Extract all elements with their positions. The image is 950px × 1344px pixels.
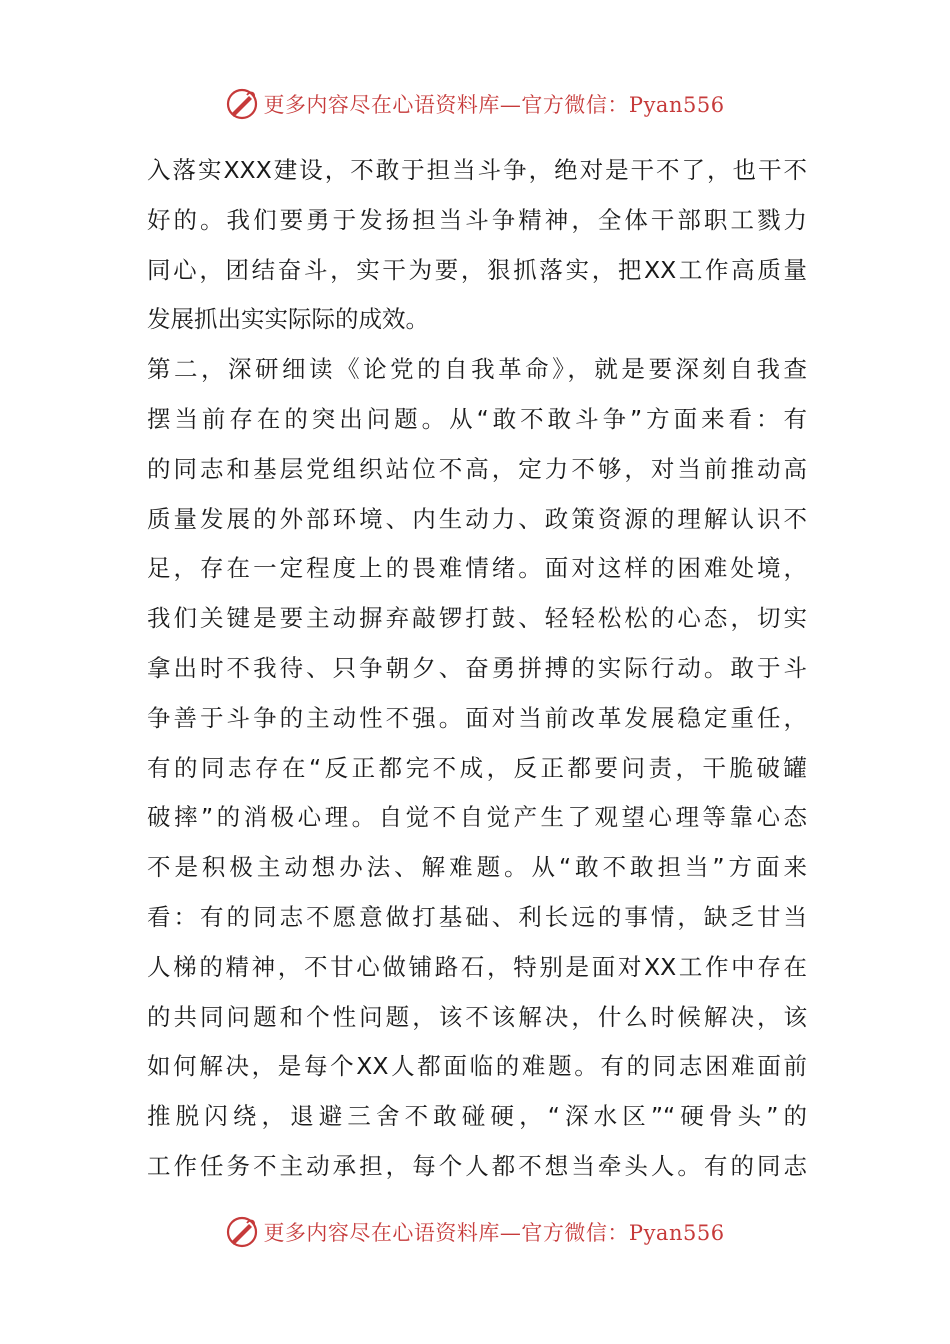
text-line: 的同志和基层党组织站位不高，定力不够，对当前推动高 bbox=[147, 454, 807, 483]
text-line: 不是积极主动想办法、解难题。从“敢不敢担当”方面来 bbox=[147, 853, 807, 882]
header-banner bbox=[0, 84, 950, 124]
text-line: 质量发展的外部环境、内生动力、政策资源的理解认识不 bbox=[147, 504, 807, 533]
text-line: 好的。我们要勇于发扬担当斗争精神，全体干部职工戮力 bbox=[147, 205, 807, 234]
text-line: 的共同问题和个性问题，该不该解决，什么时候解决，该 bbox=[147, 1002, 807, 1031]
text-line: 破摔”的消极心理。自觉不自觉产生了观望心理等靠心态 bbox=[147, 803, 807, 832]
footer-banner-text: 更多内容尽在心语资料库—官方微信：Pyan556 bbox=[263, 1221, 725, 1245]
text-line: 第二，深研细读《论党的自我革命》，就是要深刻自我查 bbox=[147, 355, 807, 384]
text-line: 足，存在一定程度上的畏难情绪。面对这样的困难处境， bbox=[147, 554, 807, 583]
pen-circle-logo-icon bbox=[225, 1215, 259, 1249]
text-line: 争善于斗争的主动性不强。面对当前改革发展稳定重任， bbox=[147, 703, 807, 732]
text-line: 有的同志存在“反正都完不成，反正都要问责，干脆破罐 bbox=[147, 753, 807, 782]
pen-circle-logo-icon bbox=[225, 87, 259, 121]
body-text bbox=[147, 146, 807, 1192]
text-line: 同心，团结奋斗，实干为要，狠抓落实，把XX工作高质量 bbox=[147, 255, 807, 284]
header-banner-text: 更多内容尽在心语资料库—官方微信：Pyan556 bbox=[263, 93, 725, 117]
text-line: 推脱闪绕，退避三舍不敢碰硬，“深水区”“硬骨头”的 bbox=[147, 1102, 807, 1131]
text-line: 工作任务不主动承担，每个人都不想当牵头人。有的同志 bbox=[147, 1151, 807, 1180]
text-line: 摆当前存在的突出问题。从“敢不敢斗争”方面来看：有 bbox=[147, 404, 807, 433]
footer-banner bbox=[0, 1212, 950, 1252]
text-line: 人梯的精神，不甘心做铺路石，特别是面对XX工作中存在 bbox=[147, 952, 807, 981]
text-line: 发展抓出实实际际的成效。 bbox=[147, 305, 429, 334]
text-line: 拿出时不我待、只争朝夕、奋勇拼搏的实际行动。敢于斗 bbox=[147, 653, 807, 682]
text-line: 我们关键是要主动摒弃敲锣打鼓、轻轻松松的心态，切实 bbox=[147, 604, 807, 633]
text-line: 看：有的同志不愿意做打基础、利长远的事情，缺乏甘当 bbox=[147, 902, 807, 931]
text-line: 入落实XXX建设，不敢于担当斗争，绝对是干不了，也干不 bbox=[147, 156, 807, 184]
text-line: 如何解决，是每个XX人都面临的难题。有的同志困难面前 bbox=[147, 1052, 807, 1081]
